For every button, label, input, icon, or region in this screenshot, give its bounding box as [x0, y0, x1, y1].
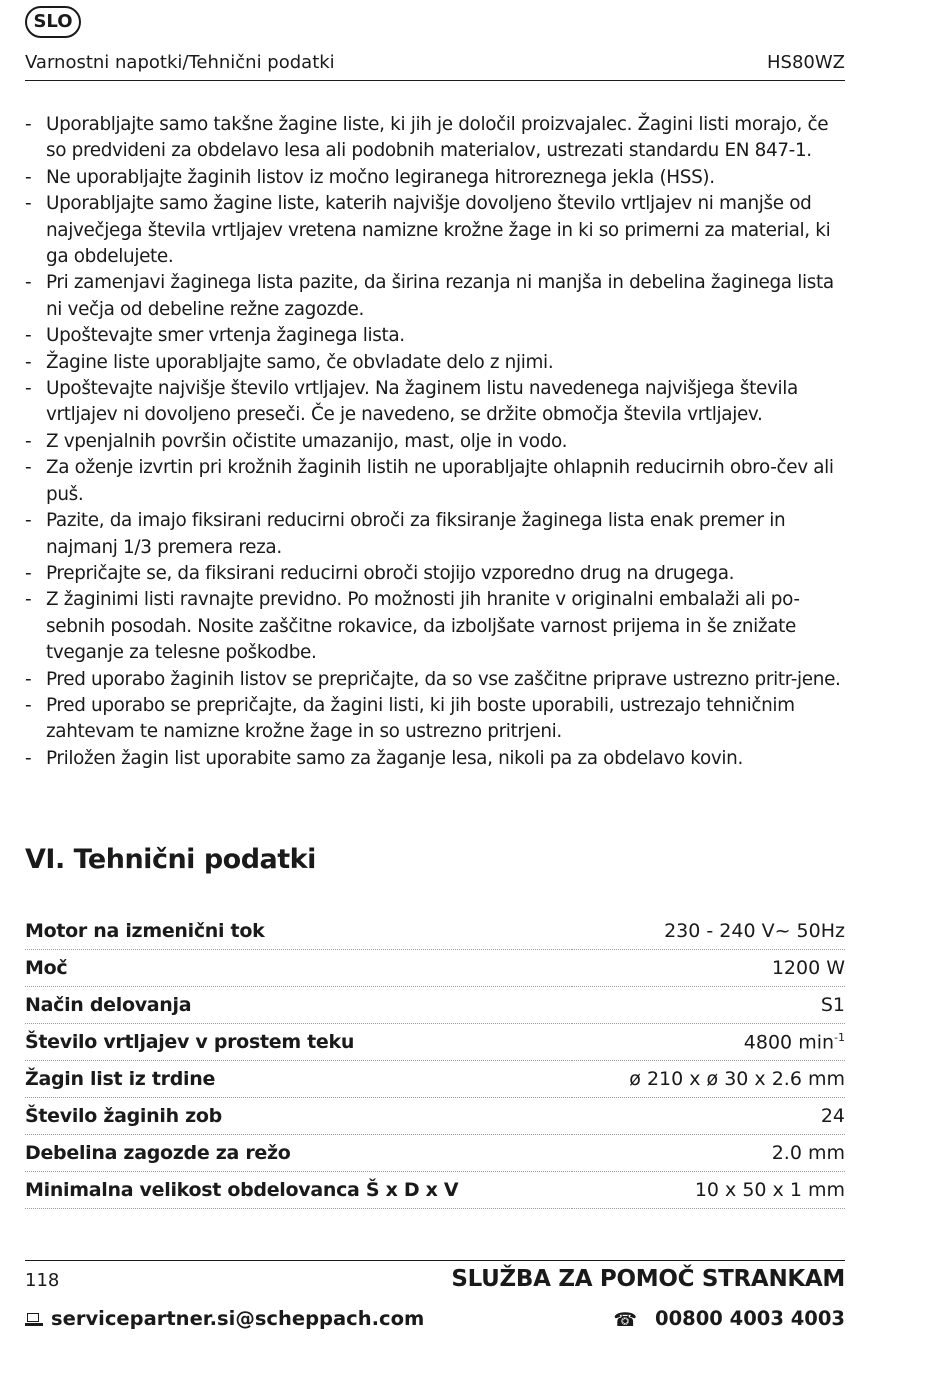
spec-label: Moč	[25, 950, 572, 987]
bullet-dash: -	[25, 325, 32, 347]
list-item	[25, 667, 845, 693]
list-item-text: Uporabljajte samo takšne žagine liste, ki jih je določil proizvajalec. Žagini listi morajo, če so predvideni za obdelavo lesa ali podobnih materialov, ustrezati standardu EN 847-1.	[46, 114, 829, 162]
spec-label: Minimalna velikost obdelovanca Š x D x V	[25, 1172, 572, 1209]
bullet-dash: -	[25, 378, 32, 400]
list-item-text: Upoštevajte smer vrtenja žaginega lista.	[46, 325, 405, 347]
list-item-text: Pri zamenjavi žaginega lista pazite, da širina rezanja ni manjša in debelina žaginega lista ni večja od debeline režne zagozde.	[46, 272, 834, 320]
spec-value: 1200 W	[572, 950, 845, 987]
header-model: HS80WZ	[767, 52, 845, 73]
service-title: SLUŽBA ZA POMOČ STRANKAM	[451, 1266, 845, 1292]
service-email-text[interactable]: servicepartner.si@scheppach.com	[51, 1307, 425, 1330]
list-item-text: Z vpenjalnih površin očistite umazanijo, mast, olje in vodo.	[46, 430, 568, 452]
list-item	[25, 746, 845, 772]
spec-value-superscript: -1	[834, 1030, 845, 1044]
table-row	[25, 1098, 845, 1135]
list-item-text: Pred uporabo se prepričajte, da žagini listi, ki jih boste uporabili, ustrezajo tehničnim zahtevam te namizne krožne žage in so ustrezno pritrjeni.	[46, 694, 795, 743]
spec-value: 230 - 240 V~ 50Hz	[572, 913, 845, 950]
spec-value-text: 4800 min	[743, 1031, 835, 1054]
spec-label: Žagin list iz trdine	[25, 1061, 572, 1098]
bullet-dash: -	[25, 351, 32, 373]
spec-label: Število žaginih zob	[25, 1098, 572, 1135]
table-row	[25, 1061, 845, 1098]
spec-value	[572, 1024, 845, 1061]
list-item	[25, 455, 845, 508]
bullet-dash: -	[25, 166, 32, 188]
list-item-text: Za oženje izvrtin pri krožnih žaginih listih ne uporabljajte ohlapnih reducirnih obro-čev ali puš.	[46, 457, 834, 505]
language-badge: SLO	[25, 6, 81, 38]
spec-value: 10 x 50 x 1 mm	[572, 1172, 845, 1209]
list-item-text: Upoštevajte najvišje število vrtljajev. Na žaginem listu navedenega najvišjega števila vrtljajev ni dovoljeno preseči. Če je navedeno, se držite območja števila vrtljajev.	[46, 378, 798, 426]
list-item-text: Pred uporabo žaginih listov se prepričajte, da so vse zaščitne priprave ustrezno pritr-jene.	[46, 668, 841, 690]
list-item	[25, 350, 845, 376]
bullet-dash: -	[25, 562, 32, 584]
bullet-dash: -	[25, 114, 32, 135]
bullet-dash: -	[25, 193, 32, 215]
list-item	[25, 429, 845, 455]
service-phone-text[interactable]: 00800 4003 4003	[655, 1307, 845, 1330]
list-item-text: Žagine liste uporabljajte samo, če obvladate delo z njimi.	[46, 351, 554, 373]
table-row	[25, 1172, 845, 1209]
bullet-dash: -	[25, 272, 32, 294]
bullet-dash: -	[25, 510, 32, 532]
list-item-text: Prepričajte se, da fiksirani reducirni obroči stojijo vzporedno drug na drugega.	[46, 562, 735, 584]
spec-label: Število vrtljajev v prostem teku	[25, 1024, 572, 1061]
page-header	[25, 50, 845, 81]
bullet-dash: -	[25, 747, 32, 769]
section-title: VI. Tehnični podatki	[25, 844, 316, 875]
list-item	[25, 323, 845, 349]
spec-label: Motor na izmenični tok	[25, 913, 572, 950]
spec-label: Debelina zagozde za režo	[25, 1135, 572, 1172]
bullet-dash: -	[25, 668, 32, 690]
technical-data-table	[25, 913, 845, 1209]
spec-label: Način delovanja	[25, 987, 572, 1024]
footer-divider	[25, 1260, 845, 1261]
table-row	[25, 987, 845, 1024]
service-phone[interactable]	[613, 1307, 845, 1331]
table-row	[25, 1135, 845, 1172]
list-item	[25, 191, 845, 270]
bullet-dash: -	[25, 589, 32, 611]
laptop-icon	[25, 1313, 43, 1327]
page-number: 118	[25, 1270, 60, 1291]
service-email[interactable]	[25, 1307, 424, 1330]
list-item	[25, 508, 845, 561]
bullet-dash: -	[25, 457, 32, 479]
table-row	[25, 913, 845, 950]
list-item-text: Priložen žagin list uporabite samo za žaganje lesa, nikoli pa za obdelavo kovin.	[46, 747, 743, 769]
safety-instructions-list	[25, 112, 845, 772]
list-item	[25, 561, 845, 587]
spec-value: ø 210 x ø 30 x 2.6 mm	[572, 1061, 845, 1098]
table-row	[25, 1024, 845, 1061]
bullet-dash: -	[25, 430, 32, 452]
spec-value: 24	[572, 1098, 845, 1135]
list-item	[25, 693, 845, 746]
list-item-text: Pazite, da imajo fiksirani reducirni obroči za fiksiranje žaginega lista enak premer in najmanj 1/3 premera reza.	[46, 510, 786, 558]
list-item	[25, 270, 845, 323]
list-item	[25, 165, 845, 191]
spec-value: S1	[572, 987, 845, 1024]
table-row	[25, 950, 845, 987]
header-section-title: Varnostni napotki/Tehnični podatki	[25, 52, 335, 73]
bullet-dash: -	[25, 694, 32, 716]
list-item-text: Ne uporabljajte žaginih listov iz močno legiranega hitroreznega jekla (HSS).	[46, 166, 715, 188]
spec-value: 2.0 mm	[572, 1135, 845, 1172]
list-item	[25, 376, 845, 429]
phone-icon: ☎	[613, 1308, 638, 1331]
list-item	[25, 587, 845, 666]
list-item	[25, 112, 845, 165]
list-item-text: Uporabljajte samo žagine liste, katerih najvišje dovoljeno število vrtljajev ni manjše od največjega števila vrtljajev vretena namizne krožne žage in ki so primerni za material, ki ga obdelujete.	[46, 193, 831, 268]
list-item-text: Z žaginimi listi ravnajte previdno. Po možnosti jih hranite v originalni embalaži ali po-sebnih posodah. Nosite zaščitne rokavice, da izboljšate varnost prijema in še znižate tveganje za telesne poškodbe.	[46, 589, 800, 664]
